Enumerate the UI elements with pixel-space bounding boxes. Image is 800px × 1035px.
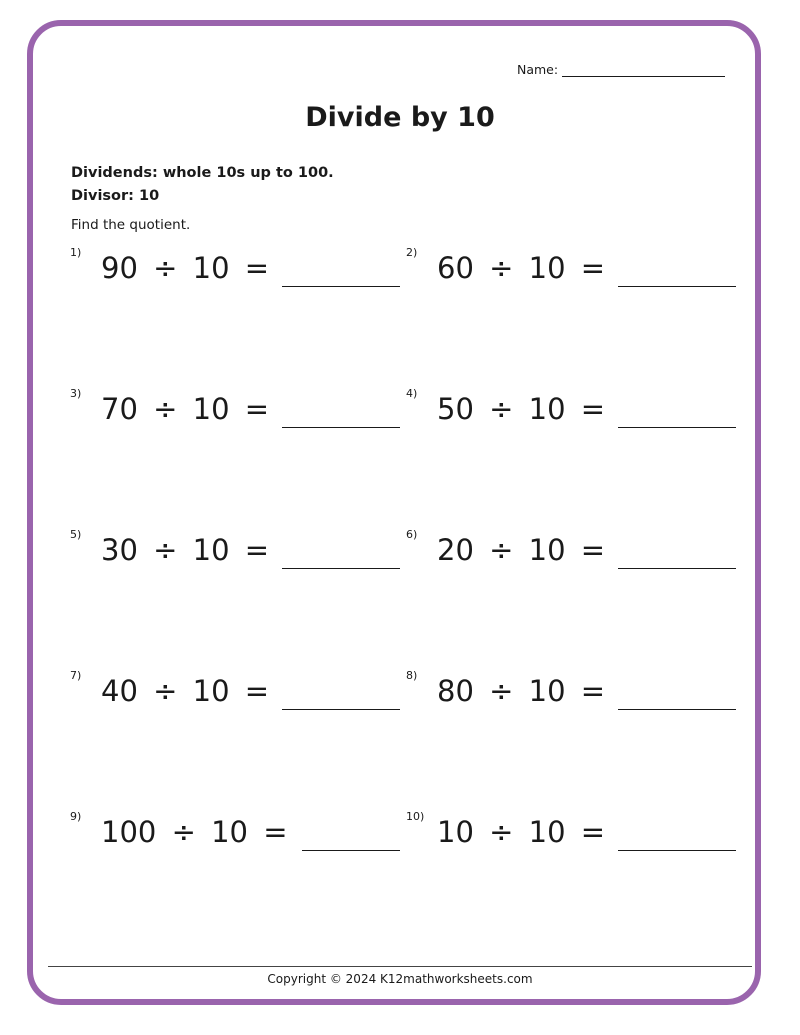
divisor-description: Divisor: 10	[71, 188, 160, 204]
problem-number: 1)	[70, 246, 82, 259]
problem-number: 3)	[70, 387, 82, 400]
answer-line[interactable]	[282, 427, 400, 428]
dividends-description: Dividends: whole 10s up to 100.	[71, 165, 334, 181]
problem-7	[70, 669, 400, 729]
answer-line[interactable]	[282, 709, 400, 710]
problem-9	[70, 810, 400, 870]
problem-number: 6)	[406, 528, 418, 541]
problem-expression: 20 ÷ 10 =	[437, 533, 606, 567]
problem-2	[406, 246, 736, 306]
problem-number: 9)	[70, 810, 82, 823]
footer-divider	[48, 966, 752, 967]
answer-line[interactable]	[618, 427, 736, 428]
problem-expression: 50 ÷ 10 =	[437, 392, 606, 426]
problem-number: 5)	[70, 528, 82, 541]
problem-4	[406, 387, 736, 447]
answer-line[interactable]	[618, 850, 736, 851]
problem-expression: 40 ÷ 10 =	[101, 674, 270, 708]
problem-expression: 60 ÷ 10 =	[437, 251, 606, 285]
problem-number: 10)	[406, 810, 425, 823]
problem-6	[406, 528, 736, 588]
problem-number: 8)	[406, 669, 418, 682]
answer-line[interactable]	[302, 850, 400, 851]
problem-expression: 90 ÷ 10 =	[101, 251, 270, 285]
problem-expression: 80 ÷ 10 =	[437, 674, 606, 708]
name-field	[517, 62, 725, 77]
problem-1	[70, 246, 400, 306]
problem-number: 7)	[70, 669, 82, 682]
problem-expression: 30 ÷ 10 =	[101, 533, 270, 567]
copyright-footer: Copyright © 2024 K12mathworksheets.com	[267, 972, 533, 986]
answer-line[interactable]	[618, 568, 736, 569]
answer-line[interactable]	[282, 568, 400, 569]
problem-number: 2)	[406, 246, 418, 259]
answer-line[interactable]	[618, 286, 736, 287]
problem-expression: 10 ÷ 10 =	[437, 815, 606, 849]
worksheet-description	[71, 162, 334, 208]
name-label: Name:	[517, 62, 559, 77]
problem-expression: 70 ÷ 10 =	[101, 392, 270, 426]
problem-8	[406, 669, 736, 729]
problem-3	[70, 387, 400, 447]
problem-10	[406, 810, 736, 870]
answer-line[interactable]	[618, 709, 736, 710]
instruction: Find the quotient.	[71, 217, 191, 233]
problem-number: 4)	[406, 387, 418, 400]
answer-line[interactable]	[282, 286, 400, 287]
problem-expression: 100 ÷ 10 =	[101, 815, 288, 849]
name-input-line[interactable]	[562, 62, 725, 77]
problem-5	[70, 528, 400, 588]
worksheet-title: Divide by 10	[305, 102, 495, 133]
